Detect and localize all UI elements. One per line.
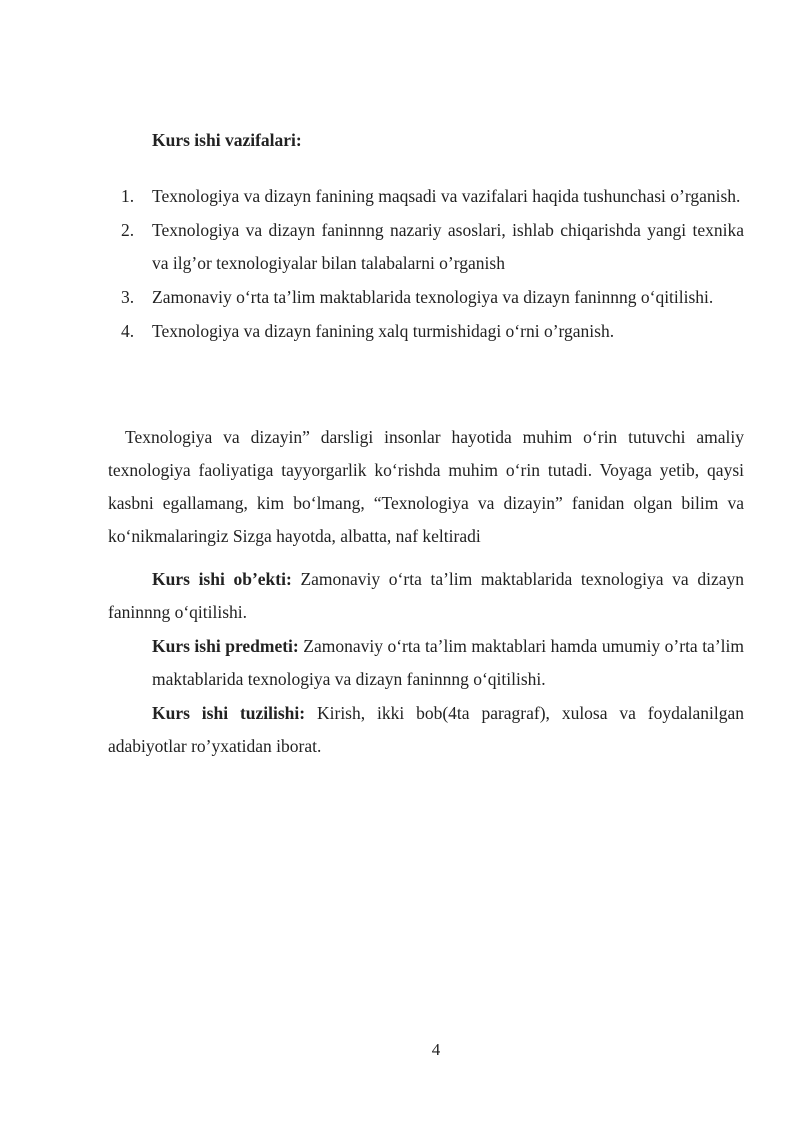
list-item-number: 3.	[121, 287, 135, 307]
list-item-number: 2.	[121, 220, 135, 240]
list-item-text: Texnologiya va dizayn faninnng nazariy asoslari, ishlab chiqarishda yangi texnika va ilg’or texnologiyalar bilan talabalarni o’rganish	[152, 220, 744, 273]
section-heading: Kurs ishi vazifalari:	[152, 130, 302, 150]
structure-paragraph	[108, 697, 744, 763]
page-number: 4	[431, 1040, 441, 1059]
list-item	[108, 214, 744, 280]
tasks-list	[108, 180, 744, 349]
list-item-text: Texnologiya va dizayn fanining maqsadi va vazifalari haqida tushunchasi o’rganish.	[152, 186, 741, 206]
list-item	[108, 180, 744, 213]
object-label: Kurs ishi ob’ekti:	[152, 569, 292, 589]
subject-paragraph	[152, 630, 744, 696]
intro-paragraph: Texnologiya va dizayin” darsligi insonlar hayotida muhim o‘rin tutuvchi amaliy texnologiya faoliyatiga tayyorgarlik ko‘rishda muhim o‘rin tutadi. Voyaga yetib, qaysi kasbni egallamang, kim bo‘lmang, “Texnologiya va dizayin” fanidan olgan bilim va ko‘nikmalaringiz Sizga hayotda, albatta, naf keltiradi	[108, 427, 744, 546]
list-item-text: Texnologiya va dizayn fanining xalq turmishidagi o‘rni o’rganish.	[152, 321, 615, 341]
object-text: Zamonaviy o‘rta ta’lim maktablarida texnologiya va dizayn faninnng o‘qitilishi.	[108, 569, 744, 622]
list-item	[108, 281, 744, 314]
subject-text: Zamonaviy o‘rta ta’lim maktablari hamda umumiy o’rta ta’lim maktablarida texnologiya va dizayn faninnng o‘qitilishi.	[152, 636, 744, 689]
list-item	[108, 315, 744, 348]
list-item-number: 1.	[121, 186, 135, 206]
list-item-number: 4.	[121, 321, 135, 341]
structure-text: Kirish, ikki bob(4ta paragraf), xulosa va foydalanilgan adabiyotlar ro’yxatidan iborat.	[108, 703, 744, 756]
structure-label: Kurs ishi tuzilishi:	[152, 703, 306, 723]
list-item-text: Zamonaviy o‘rta ta’lim maktablarida texnologiya va dizayn faninnng o‘qitilishi.	[152, 287, 714, 307]
object-paragraph	[108, 563, 744, 629]
subject-label: Kurs ishi predmeti:	[152, 636, 299, 656]
